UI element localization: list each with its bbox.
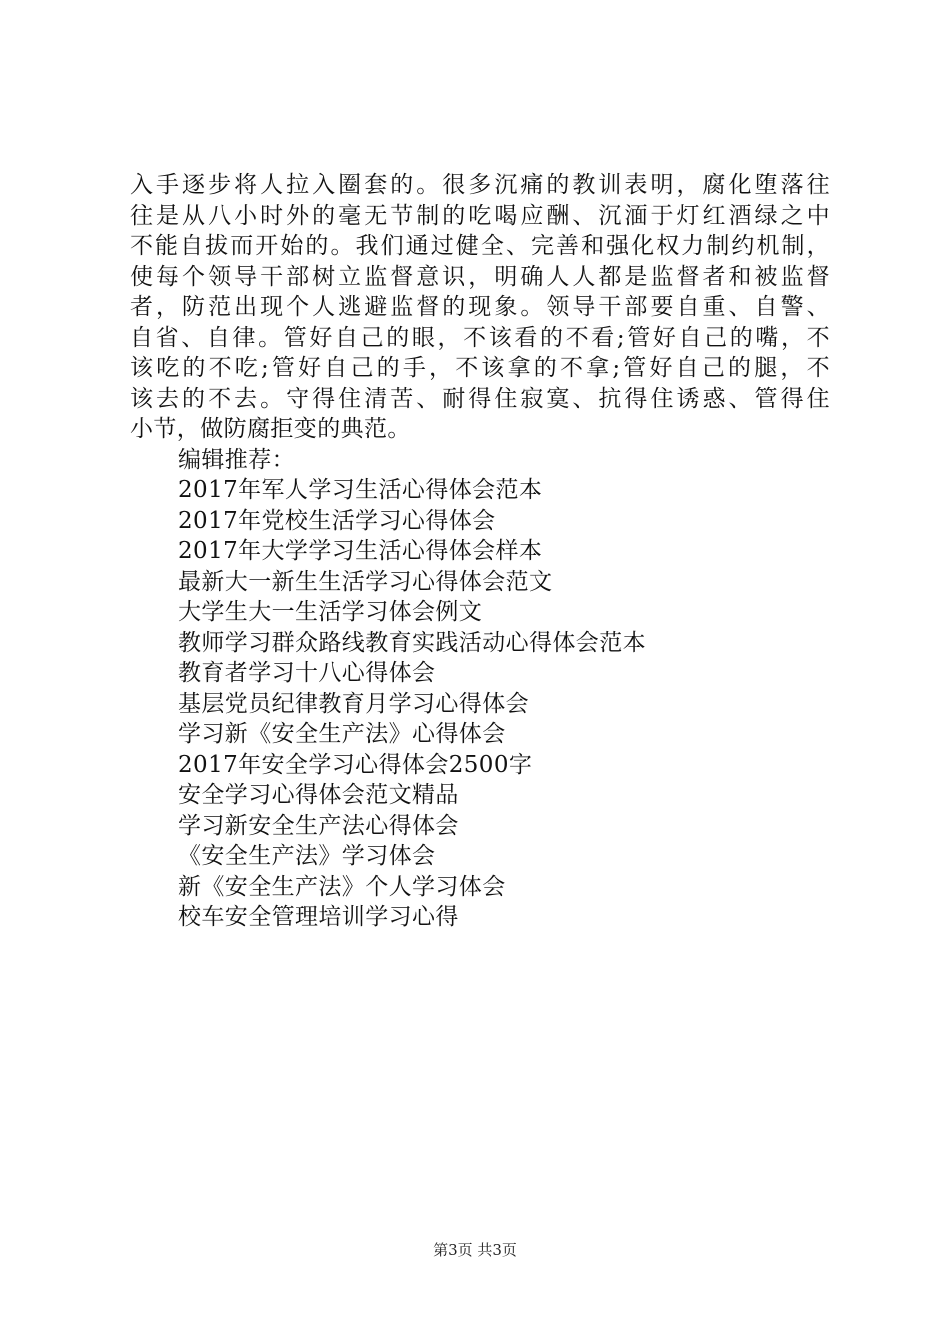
paragraph-line: 该吃的不吃;管好自己的手，不该拿的不拿;管好自己的腿，不 [130,355,830,381]
recommend-link[interactable]: 安全学习心得体会范文精品 [178,782,459,808]
recommend-link[interactable]: 最新大一新生生活学习心得体会范文 [178,568,553,595]
recommend-link[interactable]: 基层党员纪律教育月学习心得体会 [178,690,529,717]
recommend-link[interactable]: 学习新安全生产法心得体会 [178,812,459,839]
paragraph-line: 者，防范出现个人逃避监督的现象。领导干部要自重、自警、 [130,294,830,320]
paragraph-line: 该去的不去。守得住清苦、耐得住寂寞、抗得住诱惑、管得住 [130,385,830,412]
recommend-link[interactable]: 2017年安全学习心得体会2500字 [178,751,533,778]
recommend-link[interactable]: 校车安全管理培训学习心得 [178,904,459,930]
recommend-link[interactable]: 教师学习群众路线教育实践活动心得体会范本 [178,629,646,656]
paragraph-line: 入手逐步将人拉入圈套的。很多沉痛的教训表明，腐化堕落往 [130,172,830,198]
recommend-link[interactable]: 学习新《安全生产法》心得体会 [178,721,506,747]
paragraph-line: 自省、自律。管好自己的眼，不该看的不看;管好自己的嘴，不 [130,324,830,351]
document-body [130,170,830,933]
paragraph-line: 不能自拔而开始的。我们通过健全、完善和强化权力制约机制， [130,233,830,259]
recommend-link[interactable]: 《安全生产法》学习体会 [178,843,436,869]
paragraph-line: 往是从八小时外的毫无节制的吃喝应酬、沉湎于灯红酒绿之中 [130,202,830,229]
recommend-link[interactable]: 新《安全生产法》个人学习体会 [178,873,506,900]
recommend-link[interactable]: 大学生大一生活学习体会例文 [178,599,483,625]
recommend-link[interactable]: 2017年大学学习生活心得体会样本 [178,538,543,564]
paragraph-line: 使每个领导干部树立监督意识，明确人人都是监督者和被监督 [130,263,830,290]
paragraph-line: 小节，做防腐拒变的典范。 [130,416,411,442]
recommend-link[interactable]: 教育者学习十八心得体会 [178,660,436,686]
recommend-link[interactable]: 2017年党校生活学习心得体会 [178,507,496,534]
page-number-footer: 第3页 共3页 [433,1241,517,1259]
recommend-link[interactable]: 2017年军人学习生活心得体会范本 [178,477,543,503]
recommend-heading: 编辑推荐： [178,446,295,473]
